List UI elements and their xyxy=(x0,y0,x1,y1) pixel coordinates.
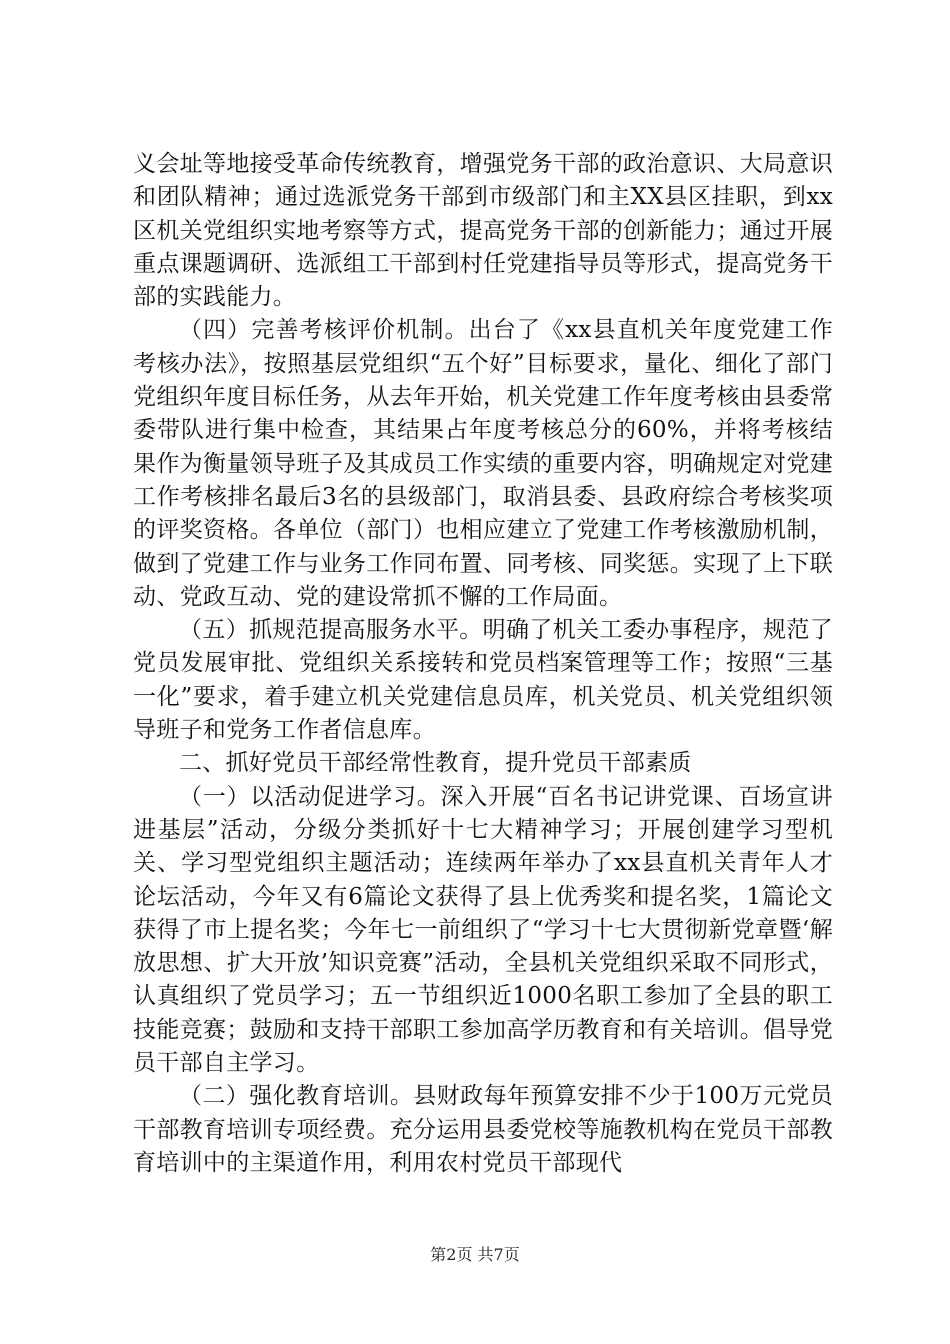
section-heading: 二、抓好党员干部经常性教育，提升党员干部素质 xyxy=(179,750,692,777)
paragraph-1: 义会址等地接受革命传统教育，增强党务干部的政治意识、大局意识和团队精神；通过选派党务干部到市级部门和主XX县区挂职，到xx区机关党组织实地考察等方式，提高党务干部的创新能力；通过开展重点课题调研、选派组工干部到村任党建指导员等形式，提高党务干部的实践能力。 xyxy=(133,151,833,311)
paragraph-3: （五）抓规范提高服务水平。明确了机关工委办事程序，规范了党员发展审批、党组织关系接转和党员档案管理等工作；按照“三基一化”要求，着手建立机关党建信息员库，机关党员、机关党组织领导班子和党务工作者信息库。 xyxy=(133,617,833,744)
page-footer: 第2页 共7页 xyxy=(430,1245,520,1264)
document-body xyxy=(133,148,833,1180)
paragraph-4: （一）以活动促进学习。深入开展“百名书记讲党课、百场宣讲进基层”活动，分级分类抓好十七大精神学习；开展创建学习型机关、学习型党组织主题活动；连续两年举办了xx县直机关青年人才论坛活动，今年又有6篇论文获得了县上优秀奖和提名奖，1篇论文获得了市上提名奖；今年七一前组织了“学习十七大贯彻新党章暨‘解放思想、扩大开放’知识竞赛”活动，全县机关党组织采取不同形式，认真组织了党员学习；五一节组织近1000名职工参加了全县的职工技能竞赛；鼓励和支持干部职工参加高学历教育和有关培训。倡导党员干部自主学习。 xyxy=(133,783,833,1077)
paragraph-2: （四）完善考核评价机制。出台了《xx县直机关年度党建工作考核办法》，按照基层党组织“五个好”目标要求，量化、细化了部门党组织年度目标任务，从去年开始，机关党建工作年度考核由县委常委带队进行集中检查，其结果占年度考核总分的60%，并将考核结果作为衡量领导班子及其成员工作实绩的重要内容，明确规定对党建工作考核排名最后3名的县级部门，取消县委、县政府综合考核奖项的评奖资格。各单位（部门）也相应建立了党建工作考核激励机制，做到了党建工作与业务工作同布置、同考核、同奖惩。实现了上下联动、党政互动、党的建设常抓不懈的工作局面。 xyxy=(133,317,833,610)
paragraph-5: （二）强化教育培训。县财政每年预算安排不少于100万元党员干部教育培训专项经费。充分运用县委党校等施教机构在党员干部教育培训中的主渠道作用，利用农村党员干部现代 xyxy=(133,1083,833,1176)
